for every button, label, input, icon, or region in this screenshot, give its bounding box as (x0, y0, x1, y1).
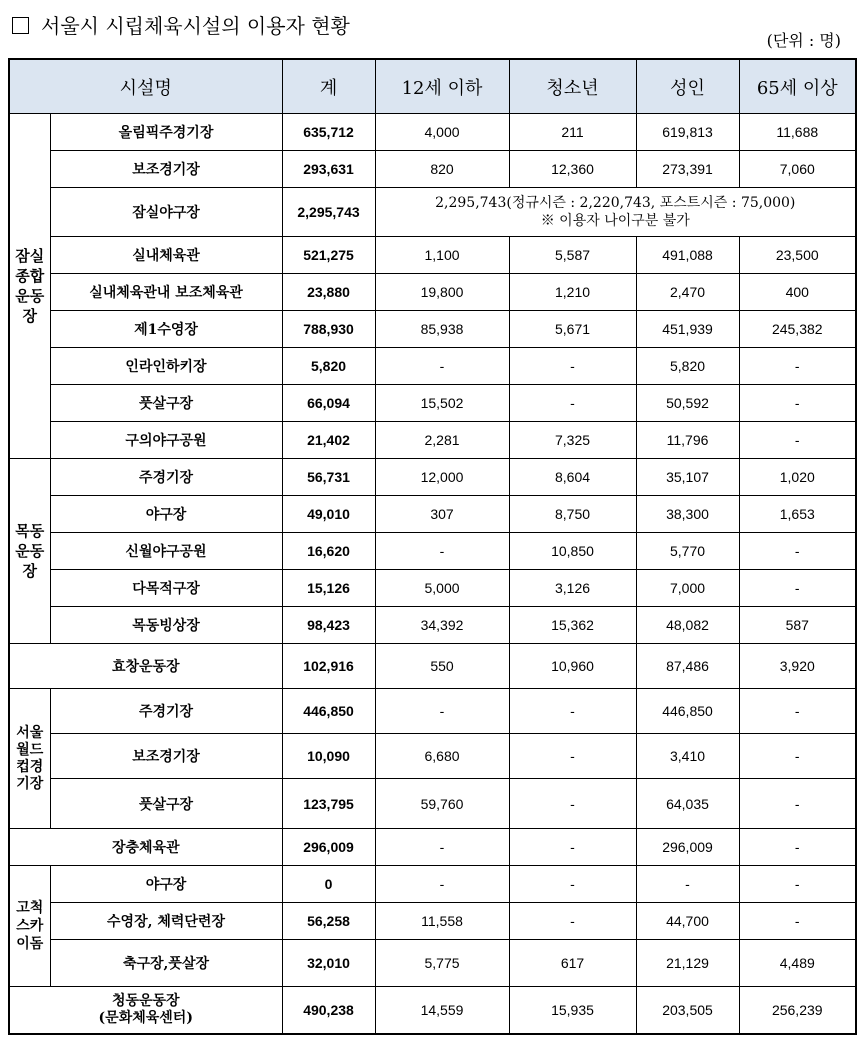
total-cell: 21,402 (282, 422, 375, 459)
total-cell: 66,094 (282, 385, 375, 422)
facility-name: 장충체육관 (9, 829, 282, 866)
youth-cell: - (509, 385, 636, 422)
page-title (12, 10, 350, 39)
header-over65: 65세 이상 (739, 59, 856, 114)
over65-cell: 23,500 (739, 237, 856, 274)
facility-name: 제1수영장 (50, 311, 282, 348)
total-cell: 5,820 (282, 348, 375, 385)
group-mokdong: 목동운동장 (9, 459, 50, 644)
adult-cell: 451,939 (636, 311, 739, 348)
table-row (9, 779, 856, 829)
group-worldcup: 서울월드컵경기장 (9, 689, 50, 829)
over65-cell: 7,060 (739, 151, 856, 188)
youth-cell: 10,850 (509, 533, 636, 570)
total-cell: 635,712 (282, 114, 375, 151)
under12-cell: 59,760 (375, 779, 509, 829)
under12-cell: 6,680 (375, 734, 509, 779)
adult-cell: 203,505 (636, 987, 739, 1035)
facility-name: 보조경기장 (50, 734, 282, 779)
over65-cell: - (739, 866, 856, 903)
over65-cell: - (739, 348, 856, 385)
over65-cell: - (739, 829, 856, 866)
over65-cell: - (739, 385, 856, 422)
facility-name: 축구장,풋살장 (50, 940, 282, 987)
under12-cell: 5,775 (375, 940, 509, 987)
adult-cell: 3,410 (636, 734, 739, 779)
adult-cell: 2,470 (636, 274, 739, 311)
over65-cell: - (739, 779, 856, 829)
table-row (9, 459, 856, 496)
facility-name: 보조경기장 (50, 151, 282, 188)
facility-name: 실내체육관내 보조체육관 (50, 274, 282, 311)
header-adult: 성인 (636, 59, 739, 114)
table-row (9, 237, 856, 274)
under12-cell: - (375, 829, 509, 866)
table-row (9, 866, 856, 903)
adult-cell: - (636, 866, 739, 903)
over65-cell: - (739, 734, 856, 779)
adult-cell: 35,107 (636, 459, 739, 496)
table-row (9, 570, 856, 607)
adult-cell: 446,850 (636, 689, 739, 734)
over65-cell: - (739, 903, 856, 940)
adult-cell: 296,009 (636, 829, 739, 866)
table-row (9, 644, 856, 689)
adult-cell: 87,486 (636, 644, 739, 689)
table-row (9, 311, 856, 348)
adult-cell: 50,592 (636, 385, 739, 422)
facility-name: 목동빙상장 (50, 607, 282, 644)
over65-cell: - (739, 422, 856, 459)
total-cell: 16,620 (282, 533, 375, 570)
header-facility: 시설명 (9, 59, 282, 114)
youth-cell: - (509, 866, 636, 903)
page-title-text: 서울시 시립체육시설의 이용자 현황 (41, 14, 350, 38)
youth-cell: 8,604 (509, 459, 636, 496)
youth-cell: 5,587 (509, 237, 636, 274)
over65-cell: 4,489 (739, 940, 856, 987)
under12-cell: 2,281 (375, 422, 509, 459)
total-cell: 102,916 (282, 644, 375, 689)
adult-cell: 44,700 (636, 903, 739, 940)
under12-cell: 14,559 (375, 987, 509, 1035)
adult-cell: 48,082 (636, 607, 739, 644)
total-cell: 123,795 (282, 779, 375, 829)
table-row (9, 987, 856, 1035)
facility-name: 주경기장 (50, 689, 282, 734)
table-row (9, 422, 856, 459)
over65-cell: - (739, 689, 856, 734)
note-cell (375, 188, 856, 237)
under12-cell: 85,938 (375, 311, 509, 348)
total-cell: 0 (282, 866, 375, 903)
youth-cell: 5,671 (509, 311, 636, 348)
table-row (9, 385, 856, 422)
note-line-2: ※ 이용자 나이구분 불가 (540, 213, 690, 229)
youth-cell: 7,325 (509, 422, 636, 459)
facility-name-line-1: 청동운동장 (111, 993, 180, 1009)
table-row (9, 151, 856, 188)
table-row (9, 348, 856, 385)
adult-cell: 5,820 (636, 348, 739, 385)
total-cell: 56,731 (282, 459, 375, 496)
adult-cell: 11,796 (636, 422, 739, 459)
table-row (9, 689, 856, 734)
under12-cell: 307 (375, 496, 509, 533)
under12-cell: 15,502 (375, 385, 509, 422)
under12-cell: 34,392 (375, 607, 509, 644)
note-line-1: 2,295,743(정규시즌 : 2,220,743, 포스트시즌 : 75,000) (435, 195, 796, 211)
youth-cell: - (509, 689, 636, 734)
table-row (9, 940, 856, 987)
facility-usage-table (8, 58, 857, 1035)
facility-name: 구의야구공원 (50, 422, 282, 459)
under12-cell: 1,100 (375, 237, 509, 274)
youth-cell: - (509, 348, 636, 385)
under12-cell: - (375, 689, 509, 734)
under12-cell: 5,000 (375, 570, 509, 607)
under12-cell: - (375, 533, 509, 570)
table-row (9, 533, 856, 570)
table-row (9, 734, 856, 779)
total-cell: 56,258 (282, 903, 375, 940)
over65-cell: 256,239 (739, 987, 856, 1035)
facility-name-line-2: (문화체육센터) (98, 1010, 193, 1026)
header-under12: 12세 이하 (375, 59, 509, 114)
over65-cell: - (739, 533, 856, 570)
facility-name: 주경기장 (50, 459, 282, 496)
under12-cell: 19,800 (375, 274, 509, 311)
facility-name: 효창운동장 (9, 644, 282, 689)
total-cell: 49,010 (282, 496, 375, 533)
facility-name: 잠실야구장 (50, 188, 282, 237)
adult-cell: 21,129 (636, 940, 739, 987)
table-row (9, 114, 856, 151)
facility-name: 수영장, 체력단련장 (50, 903, 282, 940)
over65-cell: - (739, 570, 856, 607)
facility-name: 인라인하키장 (50, 348, 282, 385)
youth-cell: 8,750 (509, 496, 636, 533)
total-cell: 490,238 (282, 987, 375, 1035)
total-cell: 2,295,743 (282, 188, 375, 237)
header-total: 계 (282, 59, 375, 114)
group-jamsil: 잠실종합운동장 (9, 114, 50, 459)
under12-cell: - (375, 348, 509, 385)
checkbox-square-icon (12, 17, 29, 34)
under12-cell: 4,000 (375, 114, 509, 151)
adult-cell: 7,000 (636, 570, 739, 607)
total-cell: 293,631 (282, 151, 375, 188)
youth-cell: - (509, 903, 636, 940)
total-cell: 10,090 (282, 734, 375, 779)
facility-name: 실내체육관 (50, 237, 282, 274)
youth-cell: 3,126 (509, 570, 636, 607)
facility-name (9, 987, 282, 1035)
adult-cell: 491,088 (636, 237, 739, 274)
total-cell: 296,009 (282, 829, 375, 866)
over65-cell: 1,653 (739, 496, 856, 533)
total-cell: 98,423 (282, 607, 375, 644)
total-cell: 23,880 (282, 274, 375, 311)
youth-cell: 15,935 (509, 987, 636, 1035)
facility-name: 야구장 (50, 496, 282, 533)
table-row (9, 607, 856, 644)
facility-name: 다목적구장 (50, 570, 282, 607)
facility-name: 풋살구장 (50, 385, 282, 422)
youth-cell: 15,362 (509, 607, 636, 644)
youth-cell: - (509, 829, 636, 866)
table-row (9, 829, 856, 866)
under12-cell: 550 (375, 644, 509, 689)
header-row (9, 59, 856, 114)
facility-name: 신월야구공원 (50, 533, 282, 570)
over65-cell: 1,020 (739, 459, 856, 496)
total-cell: 446,850 (282, 689, 375, 734)
adult-cell: 38,300 (636, 496, 739, 533)
facility-name: 올림픽주경기장 (50, 114, 282, 151)
youth-cell: 211 (509, 114, 636, 151)
youth-cell: - (509, 734, 636, 779)
adult-cell: 273,391 (636, 151, 739, 188)
under12-cell: 820 (375, 151, 509, 188)
facility-name: 풋살구장 (50, 779, 282, 829)
under12-cell: - (375, 866, 509, 903)
facility-name: 야구장 (50, 866, 282, 903)
adult-cell: 619,813 (636, 114, 739, 151)
adult-cell: 5,770 (636, 533, 739, 570)
total-cell: 15,126 (282, 570, 375, 607)
total-cell: 788,930 (282, 311, 375, 348)
table-row (9, 188, 856, 237)
total-cell: 32,010 (282, 940, 375, 987)
over65-cell: 400 (739, 274, 856, 311)
youth-cell: 12,360 (509, 151, 636, 188)
under12-cell: 12,000 (375, 459, 509, 496)
over65-cell: 587 (739, 607, 856, 644)
over65-cell: 11,688 (739, 114, 856, 151)
header-youth: 청소년 (509, 59, 636, 114)
group-gocheok: 고척스카이돔 (9, 866, 50, 987)
over65-cell: 245,382 (739, 311, 856, 348)
table-row (9, 903, 856, 940)
youth-cell: 617 (509, 940, 636, 987)
adult-cell: 64,035 (636, 779, 739, 829)
table-row (9, 274, 856, 311)
youth-cell: 10,960 (509, 644, 636, 689)
unit-label: (단위 : 명) (766, 31, 841, 50)
over65-cell: 3,920 (739, 644, 856, 689)
youth-cell: 1,210 (509, 274, 636, 311)
table-row (9, 496, 856, 533)
under12-cell: 11,558 (375, 903, 509, 940)
total-cell: 521,275 (282, 237, 375, 274)
youth-cell: - (509, 779, 636, 829)
